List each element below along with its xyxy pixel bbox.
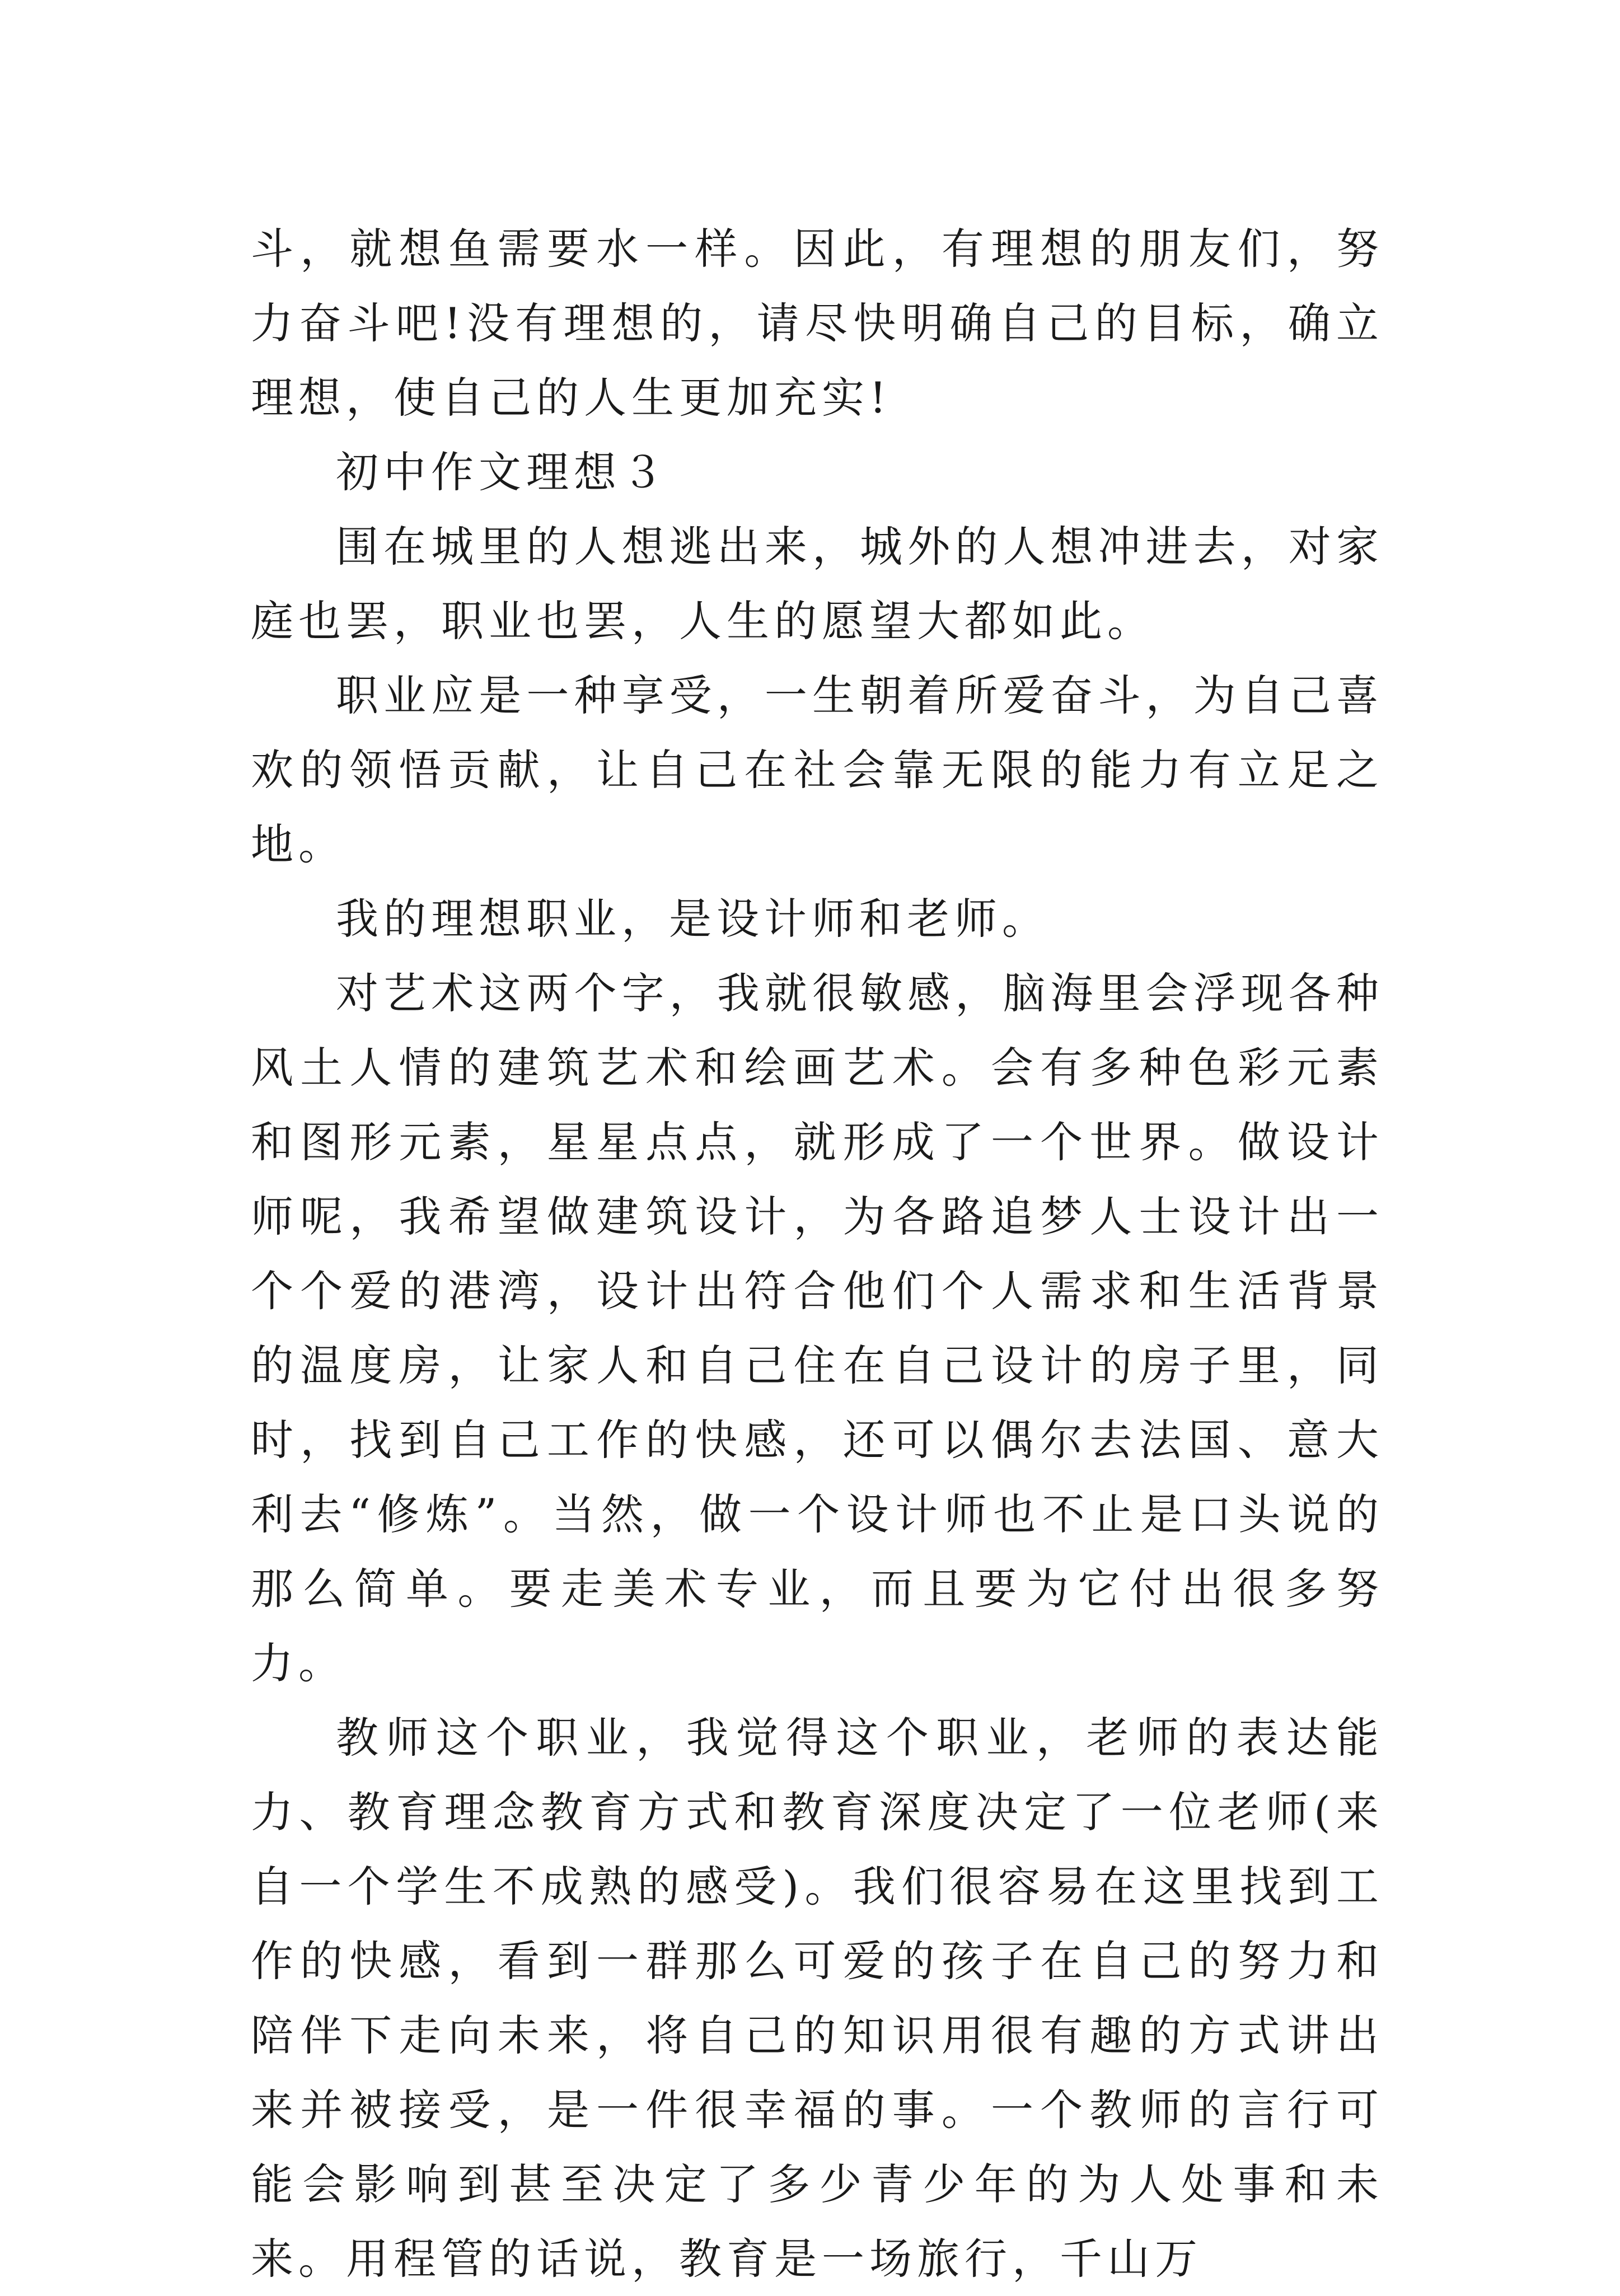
body-paragraph: 围在城里的人想逃出来，城外的人想冲进去，对家庭也罢，职业也罢，人生的愿望大都如此。 xyxy=(251,522,1384,646)
continuation-paragraph: 斗，就想鱼需要水一样。因此，有理想的朋友们，努力奋斗吧!没有理想的，请尽快明确自己的目标，确立理想，使自己的人生更加充实! xyxy=(251,224,1384,423)
body-paragraph: 我的理想职业，是设计师和老师。 xyxy=(336,894,1050,944)
document-body xyxy=(251,212,1384,2296)
body-paragraph: 职业应是一种享受，一生朝着所爱奋斗，为自己喜欢的领悟贡献，让自己在社会靠无限的能力有立足之地。 xyxy=(251,671,1384,869)
body-paragraph: 对艺术这两个字，我就很敏感，脑海里会浮现各种风土人情的建筑艺术和绘画艺术。会有多种色彩元素和图形元素，星星点点，就形成了一个世界。做设计师呢，我希望做建筑设计，为各路追梦人士设计出一个个爱的港湾，设计出符合他们个人需求和生活背景的温度房，让家人和自己住在自己设计的房子里，同时，找到自己工作的快感，还可以偶尔去法国、意大利去“修炼”。当然，做一个设计师也不止是口头说的那么简单。要走美术专业，而且要为它付出很多努力。 xyxy=(251,968,1384,1688)
section-title: 初中作文理想３ xyxy=(336,447,669,497)
body-paragraph: 教师这个职业，我觉得这个职业，老师的表达能力、教育理念教育方式和教育深度决定了一位老师(来自一个学生不成熟的感受)。我们很容易在这里找到工作的快感，看到一群那么可爱的孩子在自己的努力和陪伴下走向未来，将自己的知识用很有趣的方式讲出来并被接受，是一件很幸福的事。一个教师的言行可能会影响到甚至决定了多少青少年的为人处事和未来。用程管的话说，教育是一场旅行，千山万 xyxy=(251,1713,1384,2284)
